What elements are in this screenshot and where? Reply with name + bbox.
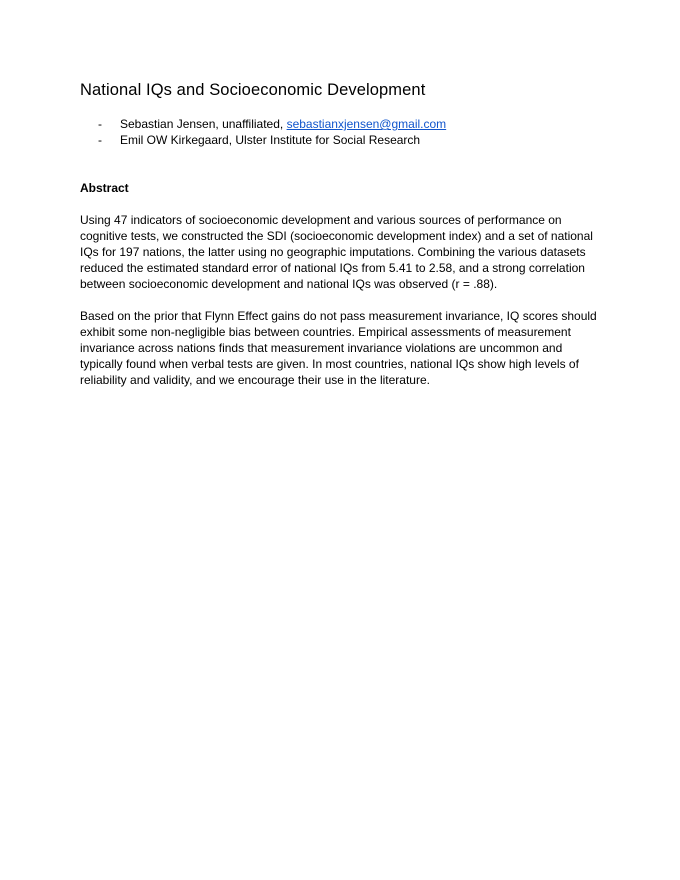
author-item xyxy=(80,132,600,148)
abstract-paragraph: Based on the prior that Flynn Effect gains do not pass measurement invariance, IQ scores should exhibit some non-negligible bias between countries. Empirical assessments of measurement invariance across nations finds that measurement invariance violations are uncommon and typically found when verbal tests are given. In most countries, national IQs show high levels of reliability and validity, and we encourage their use in the literature. xyxy=(80,309,597,387)
document-body xyxy=(80,78,600,388)
document-title: National IQs and Socioeconomic Development xyxy=(80,81,426,99)
abstract-heading: Abstract xyxy=(80,181,129,195)
list-bullet: - xyxy=(98,117,102,131)
author-email-link[interactable]: sebastianxjensen@gmail.com xyxy=(286,117,447,131)
author-name-affiliation: Sebastian Jensen, unaffiliated, xyxy=(120,117,287,131)
author-item xyxy=(80,116,600,132)
author-list xyxy=(80,116,600,148)
author-name-affiliation: Emil OW Kirkegaard, Ulster Institute for Social Research xyxy=(120,133,421,147)
abstract-paragraph: Using 47 indicators of socioeconomic development and various sources of performance on cognitive tests, we constructed the SDI (socioeconomic development index) and a set of national IQs for 197 nations, the latter using no geographic imputations. Combining the various datasets reduced the estimated standard error of national IQs from 5.41 to 2.58, and a strong correlation between socioeconomic development and national IQs was observed (r = .88). xyxy=(80,213,593,291)
list-bullet: - xyxy=(98,133,102,147)
